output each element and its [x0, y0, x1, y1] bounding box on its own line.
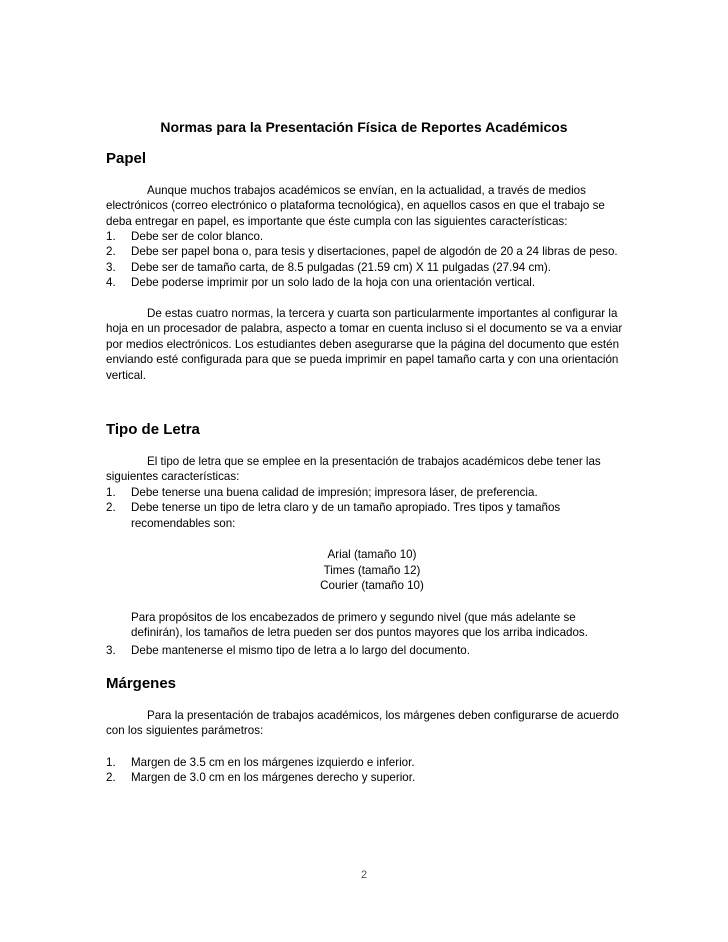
list-item: 4. Debe poderse imprimir por un solo lado de la hoja con una orientación vertical.: [106, 276, 536, 290]
list-item: 1. Debe ser de color blanco.: [106, 230, 264, 243]
heading-papel: Papel: [106, 150, 147, 167]
heading-tipo-letra: Tipo de Letra: [106, 421, 200, 438]
font-example: Times (tamaño 12): [323, 563, 421, 577]
page-number: 2: [360, 869, 368, 881]
tipo-letra-list-cont: [106, 643, 626, 658]
tipo-letra-list: [106, 485, 626, 531]
margenes-intro: Para la presentación de trabajos académicos, los márgenes deben configurarse de acuerdo con los siguientes parámetros:: [106, 709, 619, 738]
list-item: 2. Debe ser papel bona o, para tesis y disertaciones, papel de algodón de 20 a 24 libras de peso.: [106, 245, 618, 259]
papel-intro: Aunque muchos trabajos académicos se envían, en la actualidad, a través de medios electrónicos (correo electrónico o plataforma tecnológica), en aquellos casos en que el trabajo se deba entregar en papel, es importante que éste cumpla con las siguientes características:: [106, 184, 605, 228]
tipo-letra-intro: El tipo de letra que se emplee en la presentación de trabajos académicos debe tener las siguientes características:: [106, 455, 601, 484]
heading-margenes: Márgenes: [106, 675, 177, 692]
list-item: 2. Margen de 3.0 cm en los márgenes derecho y superior.: [106, 771, 416, 785]
list-item: 1. Debe tenerse una buena calidad de impresión; impresora láser, de preferencia.: [106, 486, 538, 499]
papel-list: [106, 229, 626, 291]
font-example: Arial (tamaño 10): [327, 548, 417, 561]
tipo-letra-note: Para propósitos de los encabezados de primero y segundo nivel (que más adelante se definirán), los tamaños de letra pueden ser dos puntos mayores que los arriba indicados.: [131, 611, 588, 640]
document-title: Normas para la Presentación Física de Reportes Académicos: [160, 119, 568, 135]
list-item: 1. Margen de 3.5 cm en los márgenes izquierdo e inferior.: [106, 756, 415, 769]
font-examples: [106, 547, 626, 594]
font-example: Courier (tamaño 10): [320, 579, 424, 593]
margenes-list: [106, 755, 626, 786]
list-item: 3. Debe ser de tamaño carta, de 8.5 pulgadas (21.59 cm) X 11 pulgadas (27.94 cm).: [106, 260, 551, 274]
list-item: 3. Debe mantenerse el mismo tipo de letra a lo largo del documento.: [106, 644, 470, 657]
papel-closing: De estas cuatro normas, la tercera y cuarta son particularmente importantes al configurar la hoja en un procesador de palabra, aspecto a tomar en cuenta incluso si el documento se va a enviar por medios electrónicos. Los estudiantes deben asegurarse que la página del documento que estén enviando esté configurada para que se pueda imprimir en papel tamaño carta y con una orientación vertical.: [106, 307, 623, 382]
list-item: 2. Debe tenerse un tipo de letra claro y de un tamaño apropiado. Tres tipos y tamaños recomendables son:: [106, 501, 561, 530]
